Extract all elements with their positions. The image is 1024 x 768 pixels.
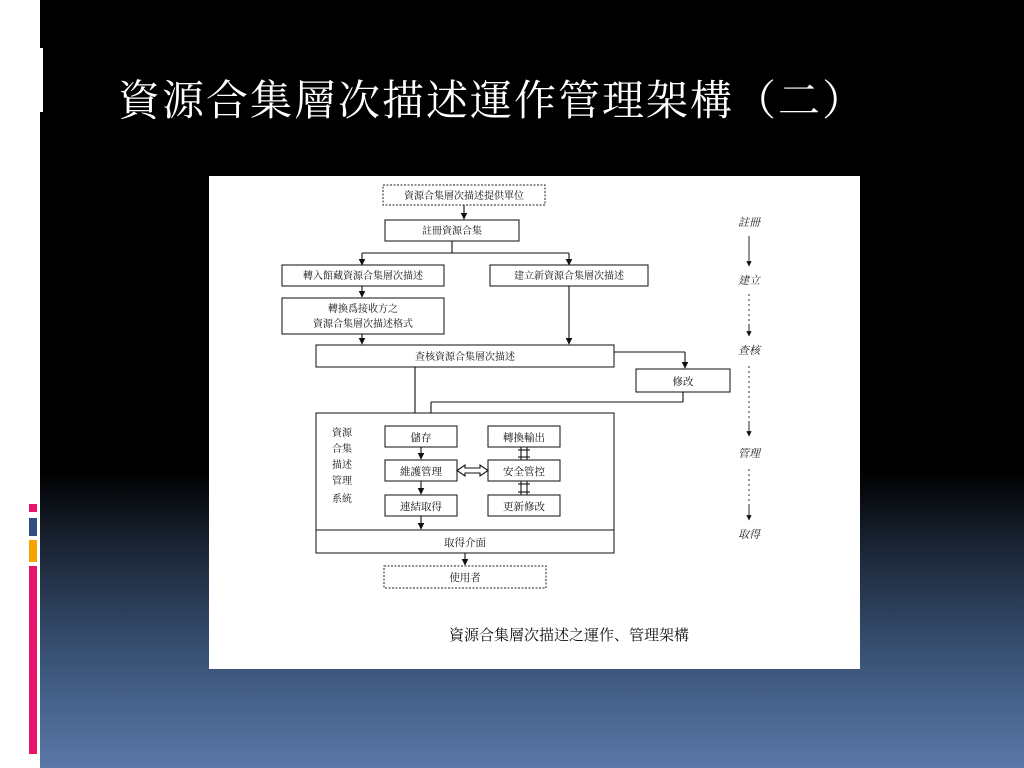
- system-label-4: 管理: [332, 476, 352, 487]
- system-label-1: 資源: [332, 428, 352, 439]
- accent-bar-orange: [29, 540, 37, 562]
- accent-bar-blue: [29, 518, 37, 536]
- system-label-5: 系統: [332, 494, 352, 505]
- architecture-diagram: [209, 176, 860, 669]
- system-label-2: 合集: [332, 444, 352, 455]
- stage-manage: 管理: [738, 447, 760, 460]
- accent-bar-pink-top: [29, 504, 37, 512]
- review-label: 查核資源合集層次描述: [415, 352, 515, 363]
- provider-label: 資源合集層次描述提供單位: [404, 191, 524, 202]
- link-access-label: 連結取得: [400, 501, 442, 513]
- slide-title: 資源合集層次描述運作管理架構（二）: [118, 76, 867, 125]
- stage-create: 建立: [738, 274, 760, 287]
- update-label: 更新修改: [503, 501, 545, 513]
- stage-access: 取得: [738, 528, 760, 541]
- system-label-3: 描述: [332, 460, 352, 471]
- stage-register: 註冊: [738, 216, 760, 229]
- stage-review: 查核: [738, 344, 760, 357]
- convert-output-label: 轉換輸出: [503, 432, 545, 444]
- import-existing-label: 轉入館藏資源合集層次描述: [303, 271, 423, 282]
- diagram-caption: 資源合集層次描述之運作、管理架構: [448, 626, 690, 644]
- management-system-box: [316, 413, 614, 553]
- title-stripe-decoration: [16, 48, 46, 112]
- accent-bar-pink: [29, 566, 37, 754]
- register-label: 註冊資源合集: [422, 226, 482, 237]
- create-new-label: 建立新資源合集層次描述: [514, 271, 624, 282]
- left-decoration-strip: [0, 0, 40, 768]
- user-label: 使用者: [449, 572, 481, 584]
- convert-format-line2: 資源合集層次描述格式: [313, 319, 413, 330]
- convert-format-line1: 轉換爲接收方之: [328, 304, 398, 315]
- security-label: 安全管控: [503, 466, 545, 478]
- maintain-label: 維護管理: [400, 466, 442, 478]
- store-label: 儲存: [410, 432, 432, 444]
- access-interface-label: 取得介面: [444, 537, 486, 549]
- modify-label: 修改: [672, 376, 694, 388]
